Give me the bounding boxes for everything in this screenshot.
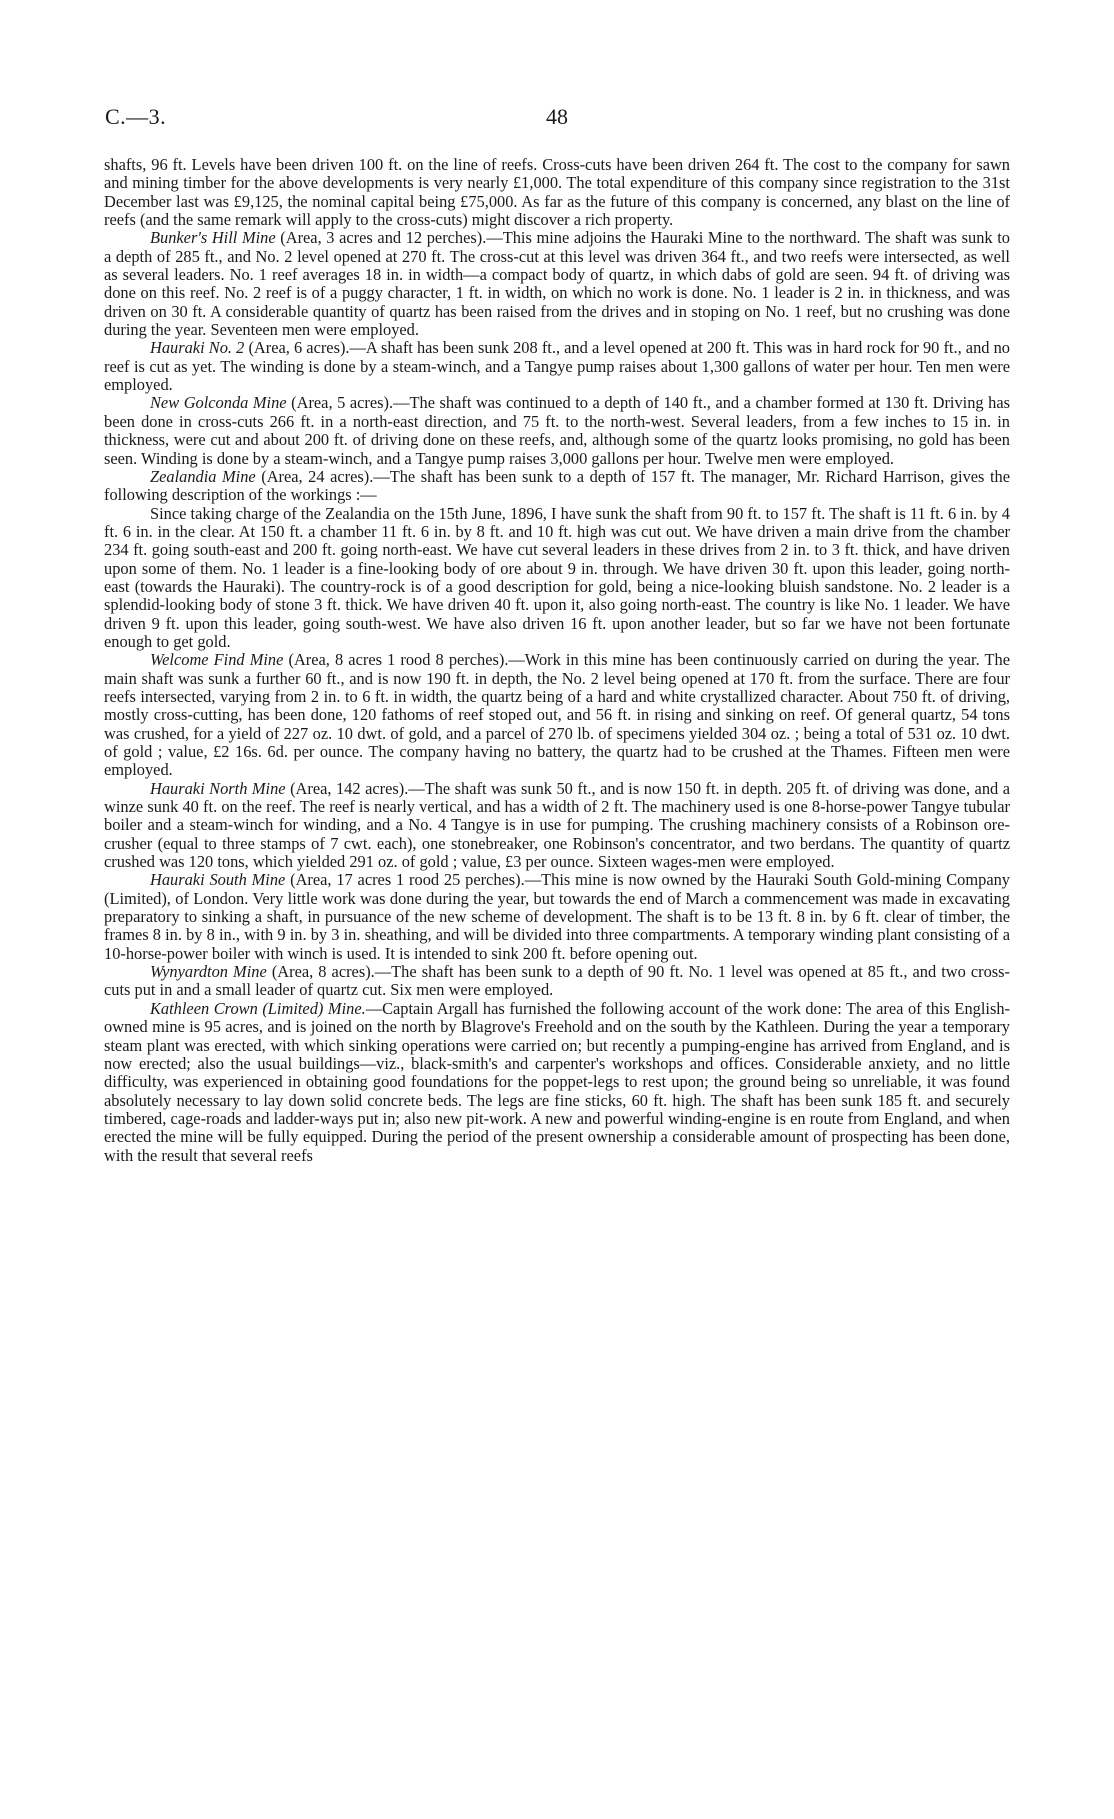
paragraph-zealandia-manager-report bbox=[104, 505, 1010, 652]
paragraph-new-golconda bbox=[104, 394, 1010, 467]
mine-title: Welcome Find Mine bbox=[150, 650, 284, 670]
paragraph-text: (Area, 6 acres).—A shaft has been sunk 208 ft., and a level opened at 200 ft. This was in hard rock for 90 ft., and no reef is cut as yet. The winding is done by a steam-winch, and a Tangye pump raises about 1,300 gallons of water per hour. Ten men were employed. bbox=[104, 338, 1010, 395]
paragraph-wynyardton bbox=[104, 963, 1010, 1000]
paragraph-text: shafts, 96 ft. Levels have been driven 100 ft. on the line of reefs. Cross-cuts have been driven 264 ft. The cost to the company for sawn and mining timber for the above developments is very nearly £1,000. The total expenditure of this company since registration to the 31st December last was £9,125, the nominal capital being £75,000. As far as the future of this company is concerned, any blast on the line of reefs (and the same remark will apply to the cross-cuts) might discover a rich property. bbox=[104, 155, 1010, 230]
mine-title: New Golconda Mine bbox=[150, 393, 287, 413]
report-body bbox=[104, 156, 1010, 1165]
paragraph-hauraki-north bbox=[104, 780, 1010, 872]
paragraph-text: (Area, 17 acres 1 rood 25 perches).—This mine is now owned by the Hauraki South Gold-mining Company (Limited), of London. Very little work was done during the year, but towards the end of March a commencement was made in excavating preparatory to sinking a shaft, in pursuance of the new scheme of development. The shaft is to be 13 ft. 8 in. by 6 ft. clear of timber, the frames 8 in. by 8 in., with 9 in. by 3 in. sheathing, and will be divided into three compartments. A temporary winding plant consisting of a 10-horse-power boiler with winch is used. It is intended to sink 200 ft. before opening out. bbox=[104, 870, 1010, 963]
paragraph-text: —Captain Argall has furnished the following account of the work done: The area of this English-owned mine is 95 acres, and is joined on the north by Blagrove's Freehold and on the south by the Kathleen. During the year a temporary steam plant was erected, with which sinking operations were carried on; but recently a pumping-engine has arrived from England, and is now erected; also the usual buildings—viz., black-smith's and carpenter's workshops and offices. Considerable anxiety, and no little difficulty, was experienced in obtaining good foundations for the poppet-legs to rest upon; the ground being so unreliable, it was found absolutely necessary to lay down solid concrete beds. The legs are fine sticks, 60 ft. high. The shaft has been sunk 185 ft. and securely timbered, cage-roads and ladder-ways put in; also new pit-work. A new and powerful winding-engine is en route from England, and when erected the mine will be fully equipped. During the period of the present ownership a considerable amount of prospecting has been done, with the result that several reefs bbox=[104, 998, 1010, 1165]
paragraph-text: (Area, 8 acres).—The shaft has been sunk to a depth of 90 ft. No. 1 level was opened at 85 ft., and two cross-cuts put in and a small leader of quartz cut. Six men were employed. bbox=[104, 962, 1010, 1000]
mine-title: Wynyardton Mine bbox=[150, 962, 267, 982]
paragraph-text: (Area, 24 acres).—The shaft has been sunk to a depth of 157 ft. The manager, Mr. Richard Harrison, gives the following description of the workings :— bbox=[104, 466, 1010, 505]
mine-title: Zealandia Mine bbox=[150, 466, 256, 486]
paragraph-welcome-find bbox=[104, 651, 1010, 779]
paragraph-text: Since taking charge of the Zealandia on the 15th June, 1896, I have sunk the shaft from 90 ft. to 157 ft. The shaft is 11 ft. 6 in. by 4 ft. 6 in. in the clear. At 150 ft. a chamber 11 ft. 6 in. by 8 ft. and 10 ft. high was cut out. We have driven a main drive from the chamber 234 ft. going south-east and 200 ft. going north-east. We have cut several leaders in these drives from 2 in. to 3 ft. thick, and have driven upon some of them. No. 1 leader is a fine-looking body of ore about 9 in. through. We have driven 30 ft. upon this leader, going north-east (towards the Hauraki). The country-rock is of a good description for gold, being a nice-looking bluish sandstone. No. 2 leader is a splendid-looking body of stone 3 ft. thick. We have driven 40 ft. upon it, also going north-east. The country is like No. 1 leader. We have driven 9 ft. upon this leader, going south-west. We have also driven 16 ft. upon another leader, but so far we have not been fortunate enough to get gold. bbox=[104, 503, 1010, 651]
paragraph-text: (Area, 8 acres 1 rood 8 perches).—Work in this mine has been continuously carried on during the year. The main shaft was sunk a further 60 ft., and is now 190 ft. in depth, the No. 2 level being opened at 170 ft. from the surface. There are four reefs intersected, varying from 2 in. to 6 ft. in width, the quartz being of a hard and white crystallized character. About 750 ft. of driving, mostly cross-cutting, has been done, 120 fathoms of reef stoped out, and 56 ft. in rising and sinking on reef. Of general quartz, 54 tons was crushed, for a yield of 227 oz. 10 dwt. of gold, and a parcel of 270 lb. of specimens yielded 304 oz. ; being a total of 531 oz. 10 dwt. of gold ; value, £2 16s. 6d. per ounce. The company having no battery, the quartz had to be crushed at the Thames. Fifteen men were employed. bbox=[104, 650, 1010, 780]
paragraph-bunkers-hill bbox=[104, 229, 1010, 339]
paragraph-text: (Area, 5 acres).—The shaft was continued to a depth of 140 ft., and a chamber formed at 130 ft. Driving has been done in cross-cuts 266 ft. in a north-east direction, and 75 ft. to the north-west. Several leaders, from a few inches to 15 in. in thickness, were cut and about 200 ft. of driving done on these reefs, and, although some of the quartz looks promising, no gold has been seen. Winding is done by a steam-winch, and a Tangye pump raises 3,000 gallons per hour. Twelve men were employed. bbox=[104, 393, 1011, 468]
paragraph-zealandia bbox=[104, 468, 1010, 505]
paragraph-hauraki-south bbox=[104, 871, 1010, 963]
paragraph-text: (Area, 3 acres and 12 perches).—This mine adjoins the Hauraki Mine to the northward. The shaft was sunk to a depth of 285 ft., and No. 2 level opened at 270 ft. The cross-cut at this level was driven 364 ft., and two reefs were intersected, as well as several leaders. No. 1 reef averages 18 in. in width—a compact body of quartz, in which dabs of gold are seen. 94 ft. of driving was done on this reef. No. 2 reef is of a puggy character, 1 ft. in width, on which no work is done. No. 1 leader is 2 in. in thickness, and was driven on 30 ft. A considerable quantity of quartz has been raised from the drives and in stoping on No. 1 reef, but no crushing was done during the year. Seventeen men were employed. bbox=[104, 228, 1011, 340]
paragraph-text: (Area, 142 acres).—The shaft was sunk 50 ft., and is now 150 ft. in depth. 205 ft. of driving was done, and a winze sunk 40 ft. on the reef. The reef is nearly vertical, and has a width of 2 ft. The machinery used is one 8-horse-power Tangye tubular boiler and a steam-winch for winding, and a No. 4 Tangye is in use for pumping. The crushing machinery consists of a Robinson ore-crusher (equal to three stamps of 7 cwt. each), one stonebreaker, one Robinson's concentrator, and two berdans. The quantity of quartz crushed was 120 tons, which yielded 291 oz. of gold ; value, £3 per ounce. Sixteen wages-men were employed. bbox=[104, 778, 1010, 872]
mine-title: Hauraki No. 2 bbox=[150, 338, 245, 358]
page-number: 48 bbox=[546, 104, 568, 129]
paragraph-hauraki-no-2 bbox=[104, 339, 1010, 394]
paragraph-shafts-continuation bbox=[104, 156, 1010, 229]
mine-title: Kathleen Crown (Limited) Mine. bbox=[150, 998, 366, 1018]
mine-title: Hauraki South Mine bbox=[150, 870, 286, 890]
mine-title: Hauraki North Mine bbox=[150, 778, 286, 798]
mine-title: Bunker's Hill Mine bbox=[150, 228, 276, 248]
document-reference: C.—3. bbox=[105, 104, 167, 129]
page-header bbox=[105, 104, 1009, 138]
paragraph-kathleen-crown bbox=[104, 1000, 1010, 1165]
